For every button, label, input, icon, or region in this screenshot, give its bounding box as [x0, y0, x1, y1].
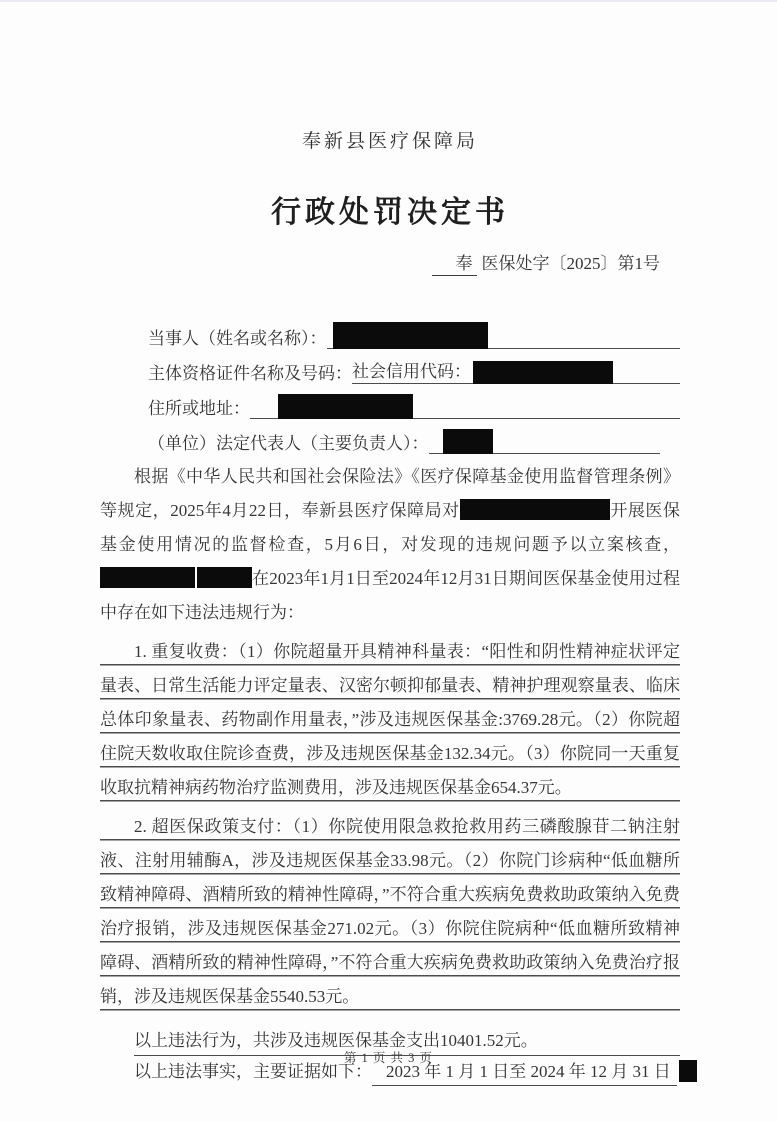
redaction-box — [473, 361, 613, 384]
form-row-representative — [148, 419, 680, 454]
agency-name: 奉新县医疗保障局 — [301, 131, 478, 152]
redaction-box — [278, 394, 413, 419]
form-row-party — [148, 314, 680, 349]
credential-prefix: 社会信用代码： — [352, 362, 471, 381]
redaction-box — [460, 499, 610, 520]
party-label: 当事人（姓名或名称）： — [148, 329, 327, 348]
legal-basis-text-1: 根据《中华人民共和国社会保险法》《医疗保障基金使用监督管理条例》等规定，2025年4月22日，奉新县医疗保障局对 — [100, 467, 680, 520]
redaction-box — [443, 429, 493, 454]
paragraph-total-amount: 以上违法行为，共涉及违规医保基金支出10401.52元。 — [134, 1028, 680, 1056]
credential-label: 主体资格证件名称及号码： — [148, 364, 352, 383]
redaction-box — [197, 567, 252, 588]
address-label: 住所或地址： — [148, 399, 250, 418]
party-field-blank — [327, 322, 681, 349]
evidence-label: 以上违法事实，主要证据如下： — [134, 1062, 372, 1081]
representative-field-blank — [429, 429, 661, 454]
credential-field-blank — [352, 357, 680, 384]
page-number: 第 1 页 共 3 页 — [343, 1051, 434, 1065]
paragraph-violation-2: 2. 超医保政策支付：（1）你院使用限急救抢救用药三磷酸腺苷二钠注射液、注射用辅酶A，涉及违规医保基金33.98元。（2）你院门诊病种“低血糖所致精神障碍、酒精所致的精神性障碍，”不符合重大疾病免费救助政策纳入免费治疗报销，涉及违规医保基金271.02元。（3）你院住院病种“低血糖所致精神障碍、酒精所致的精神性障碍，”不符合重大疾病免费救助政策纳入免费治疗报销，涉及违规医保基金5540.53元。 — [100, 810, 680, 1014]
representative-label: （单位）法定代表人（主要负责人）： — [148, 434, 429, 453]
paragraph-legal-basis — [100, 460, 680, 630]
address-field-blank — [250, 394, 680, 419]
redaction-box — [100, 567, 195, 588]
legal-basis-text-3: 在2023年1月1日至2024年12月31日期间医保基金使用过程中存在如下违法违规行为： — [100, 569, 680, 622]
form-row-address — [148, 384, 680, 419]
paragraph-violation-1: 1. 重复收费：（1）你院超量开具精神科量表：“阳性和阴性精神症状评定量表、日常生活能力评定量表、汉密尔顿抑郁量表、精神护理观察量表、临床总体印象量表、药物副作用量表，”涉及违规医保基金:3769.28元。（2）你院超住院天数收取住院诊查费，涉及违规医保基金132.34元。（3）你院同一天重复收取抗精神病药物治疗监测费用，涉及违规医保基金654.37元。 — [100, 635, 680, 805]
redaction-box — [333, 322, 488, 349]
evidence-fill-value: 2023 年 1 月 1 日至 2024 年 12 月 31 日 — [372, 1060, 677, 1086]
form-row-credential — [148, 349, 680, 384]
legal-basis-text-2: 开展医保基金使用情况的监督检查，5月6日，对发现的违规问题予以立案核查， — [100, 501, 680, 554]
document-number-fill: 奉 — [432, 249, 477, 276]
document-number-rest: 医保处字〔2025〕第1号 — [481, 254, 660, 273]
document-title: 行政处罚决定书 — [271, 196, 509, 229]
document-body — [100, 460, 680, 1086]
party-info-form — [148, 314, 680, 454]
document-number — [100, 249, 680, 276]
